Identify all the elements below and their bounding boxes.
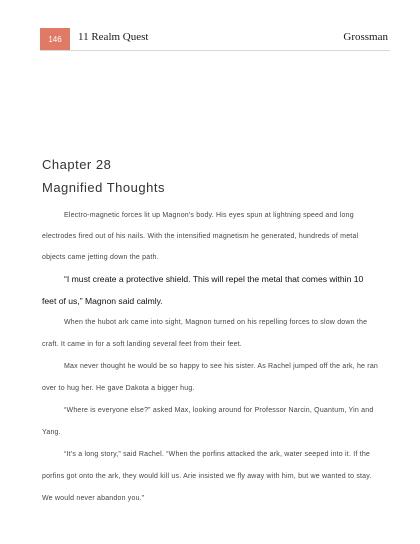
book-title: 11 Realm Quest (78, 31, 149, 43)
page-number-badge: 146 (40, 28, 70, 50)
chapter-title: Magnified Thoughts (42, 180, 165, 195)
paragraph: “It's a long story,” said Rachel. “When the porfins attacked the ark, water seeped into it. If the porfins got onto the ark, they would kill us. Arie insisted we fly away with him, but we wanted to stay. We would never abandon you.” (42, 451, 372, 502)
paragraph: “I must create a protective shield. This will repel the metal that comes within 10 feet of us,” Magnon said calmly. (42, 274, 364, 306)
paragraph: When the hubot ark came into sight, Magnon turned on his repelling forces to slow down the craft. It came in for a soft landing several feet from their feet. (42, 319, 368, 348)
paragraph: “Where is everyone else?” asked Max, looking around for Professor Narcin, Quantum, Yin and Yang. (42, 407, 374, 436)
paragraph: Max never thought he would be so happy to see his sister. As Rachel jumped off the ark, he ran over to hug her. He gave Dakota a bigger hug. (42, 363, 379, 392)
author-name: Grossman (343, 31, 388, 43)
chapter-body (42, 205, 378, 510)
page-header (0, 28, 420, 50)
chapter-number: Chapter 28 (42, 157, 112, 172)
header-divider (40, 50, 390, 51)
paragraph: Electro-magnetic forces lit up Magnon's body. His eyes spun at lightning speed and long electrodes fired out of his nails. With the intensified magnetism he generated, hundreds of metal objects came jetting down the path. (42, 212, 359, 261)
